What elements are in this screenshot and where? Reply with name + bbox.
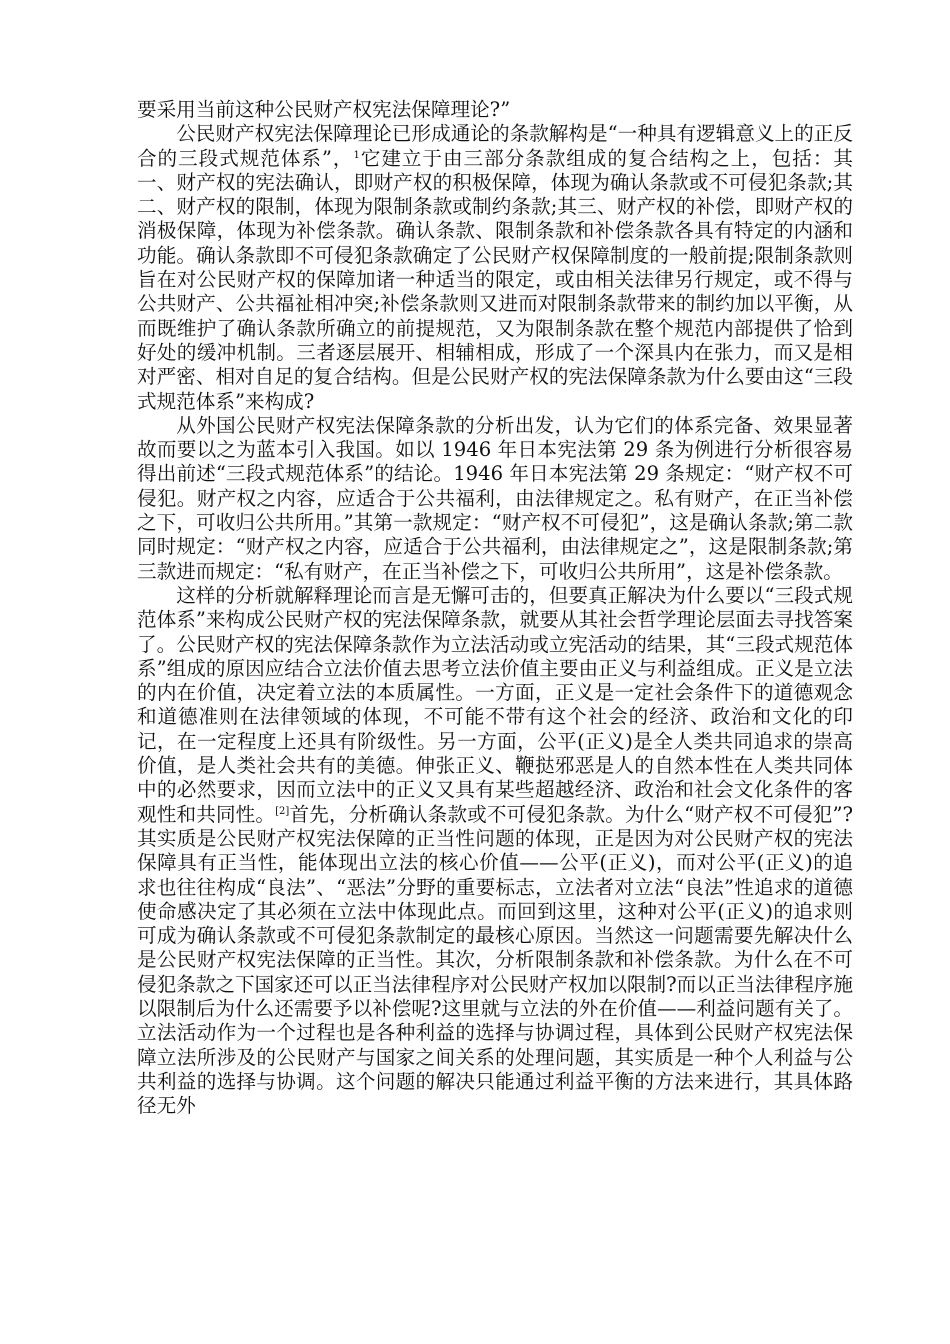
paragraph xyxy=(137,584,853,1119)
footnote-marker: 1 xyxy=(353,149,360,161)
text-segment: 公民财产权宪法保障理论已形成通论的条款解构是“一种具有逻辑意义上的正反合的三段式规范体系”， xyxy=(137,122,853,170)
text-segment: 从外国公民财产权宪法保障条款的分析出发，认为它们的体系完备、效果显著故而要以之为蓝本引入我国。如以 1946 年日本宪法第 29 条为例进行分析很容易得出前述“三段式规范体系”的结论。1946 年日本宪法第 29 条规定：“财产权不可侵犯。财产权之内容，应适合于公共福利，由法律规定之。私有财产，在正当补偿之下，可收归公共所用。”其第一款规定：“财产权不可侵犯”，这是确认条款;第二款同时规定：“财产权之内容，应适合于公共福利，由法律规定之”，这是限制条款;第三款进而规定：“私有财产，在正当补偿之下，可收归公共所用”，这是补偿条款。 xyxy=(137,413,853,583)
footnote-marker: [2] xyxy=(275,805,290,817)
text-segment: 它建立于由三部分条款组成的复合结构之上，包括：其一、财产权的宪法确认，即财产权的积极保障，体现为确认条款或不可侵犯条款;其二、财产权的限制，体现为限制条款或制约条款;其三、财产权的补偿，即财产权的消极保障，体现为补偿条款。确认条款、限制条款和补偿条款各具有特定的内涵和功能。确认条款即不可侵犯条款确定了公民财产权保障制度的一般前提;限制条款则旨在对公民财产权的保障加诸一种适当的限定，或由相关法律另行规定，或不得与公共财产、公共福祉相冲突;补偿条款则又进而对限制条款带来的制约加以平衡，从而既维护了确认条款所确立的前提规范，又为限制条款在整个规范内部提供了恰到好处的缓冲机制。三者逐层展开、相辅相成，形成了一个深具内在张力，而又是相对严密、相对自足的复合结构。但是公民财产权的宪法保障条款为什么要由这“三段式规范体系”来构成? xyxy=(137,146,853,413)
text-segment: 这样的分析就解释理论而言是无懈可击的，但要真正解决为什么要以“三段式规范体系”来构成公民财产权的宪法保障条款，就要从其社会哲学理论层面去寻找答案了。公民财产权的宪法保障条款作为立法活动或立宪活动的结果，其“三段式规范体系”组成的原因应结合立法价值去思考立法价值主要由正义与利益组成。正义是立法的内在价值，决定着立法的本质属性。一方面，正义是一定社会条件下的道德观念和道德准则在法律领域的体现，不可能不带有这个社会的经济、政治和文化的印记，在一定程度上还具有阶级性。另一方面，公平(正义)是全人类共同追求的崇高价值，是人类社会共有的美德。伸张正义、鞭挞邪恶是人的自然本性在人类共同体中的必然要求，因而立法中的正义又具有某些超越经济、政治和社会文化条件的客观性和共同性。 xyxy=(137,583,853,826)
paragraph xyxy=(137,122,853,414)
paragraph xyxy=(137,98,853,122)
text-segment: 首先，分析确认条款或不可侵犯条款。为什么“财产权不可侵犯”?其实质是公民财产权宪法保障的正当性问题的体现，正是因为对公民财产权的宪法保障具有正当性，能体现出立法的核心价值——公平(正义)，而对公平(正义)的追求也往往构成“良法”、“恶法”分野的重要标志，立法者对立法“良法”性追求的道德使命感决定了其必须在立法中体现此点。而回到这里，这种对公平(正义)的追求则可成为确认条款或不可侵犯条款制定的最核心原因。当然这一问题需要先解决什么是公民财产权宪法保障的正当性。其次，分析限制条款和补偿条款。为什么在不可侵犯条款之下国家还可以正当法律程序对公民财产权加以限制?而以正当法律程序施以限制后为什么还需要予以补偿呢?这里就与立法的外在价值——利益问题有关了。立法活动作为一个过程也是各种利益的选择与协调过程，具体到公民财产权宪法保障立法所涉及的公民财产与国家之间关系的处理问题，其实质是一种个人利益与公共利益的选择与协调。这个问题的解决只能通过利益平衡的方法来进行，其具体路径无外 xyxy=(137,802,854,1118)
text-segment: 要采用当前这种公民财产权宪法保障理论?” xyxy=(137,98,511,121)
paragraph xyxy=(137,414,853,584)
body-text xyxy=(137,98,853,1118)
